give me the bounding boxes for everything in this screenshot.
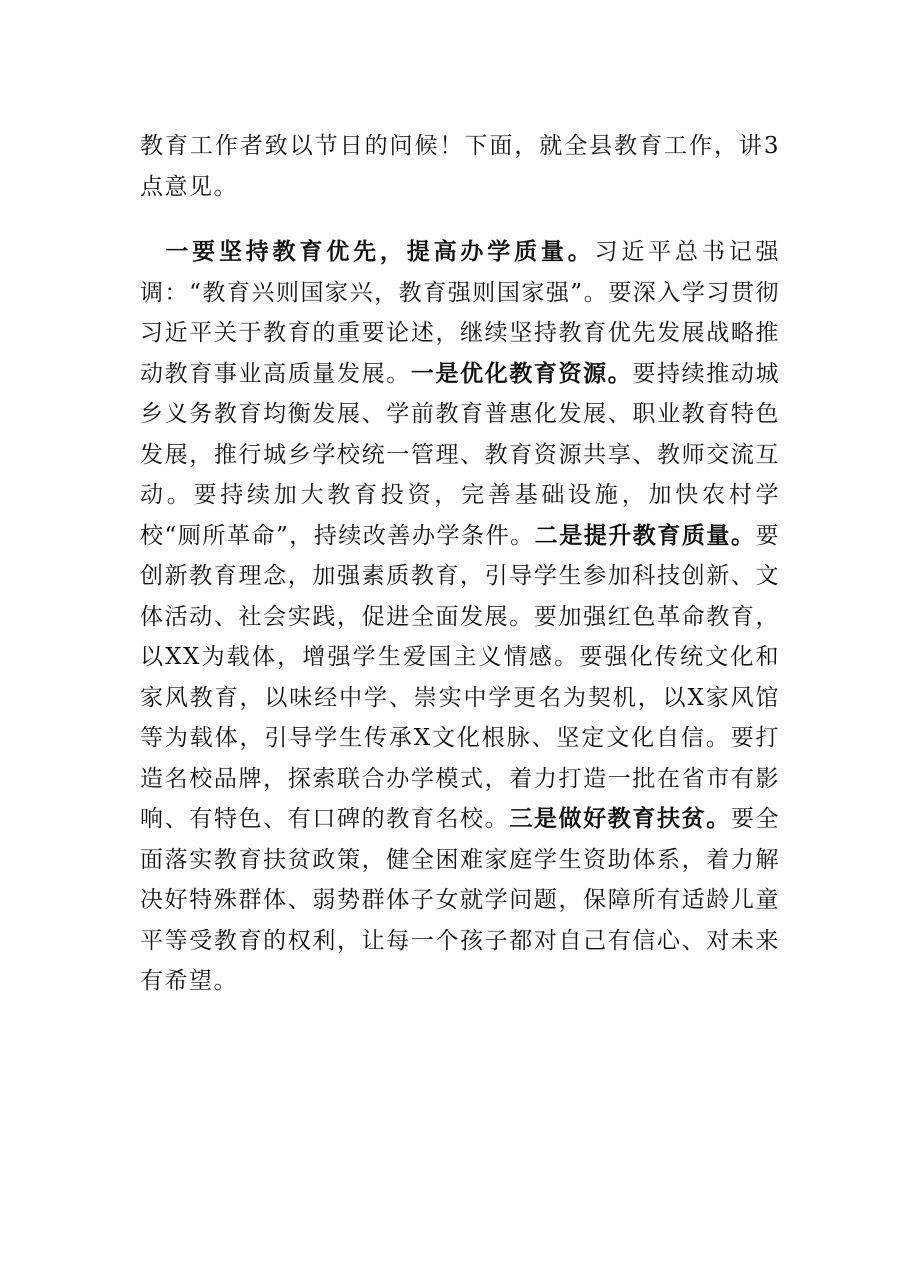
subheading-2: 二是提升教育质量。 — [534, 522, 756, 549]
subheading-3: 三是做好教育扶贫。 — [509, 806, 731, 832]
section-text-4: 要全面落实教育扶贫政策，健全困难家庭学生资助体系，着力解决好特殊群体、弱势群体子女就学问题，保障所有适龄儿童平等受教育的权利，让每一个孩子都对自己有信心、对未来有希望。 — [140, 806, 781, 994]
section-text-1: 习近平总书记强调：“教育兴则国家兴，教育强则国家强”。要深入学习贯彻习近平关于教育的重要论述，继续坚持教育优先发展战略推动教育事业高质量发展。 — [140, 239, 781, 387]
paragraph-section-one — [140, 232, 780, 1002]
section-heading: 一要坚持教育优先，提高办学质量。 — [163, 239, 595, 265]
paragraph-intro — [140, 126, 780, 207]
section-text-2: 要持续推动城乡义务教育均衡发展、学前教育普惠化发展、职业教育特色发展，推行城乡学校统一管理、教育资源共享、教师交流互动。要持续加大教育投资，完善基础设施，加快农村学校“厕所革命”，持续改善办学条件。 — [140, 360, 781, 549]
paragraph-intro-text: 教育工作者致以节日的问候！下面，就全县教育工作，讲3点意见。 — [140, 133, 780, 200]
section-text-3: 要创新教育理念，加强素质教育，引导学生参加科技创新、文体活动、社会实践，促进全面发展。要加强红色革命教育，以XX为载体，增强学生爱国主义情感。要强化传统文化和家风教育，以味经中学、崇实中学更名为契机，以X家风馆等为载体，引导学生传承X文化根脉、坚定文化自信。要打造名校品牌，探索联合办学模式，着力打造一批在省市有影响、有特色、有口碑的教育名校。 — [140, 522, 780, 832]
subheading-1: 一是优化教育资源。 — [410, 360, 633, 387]
